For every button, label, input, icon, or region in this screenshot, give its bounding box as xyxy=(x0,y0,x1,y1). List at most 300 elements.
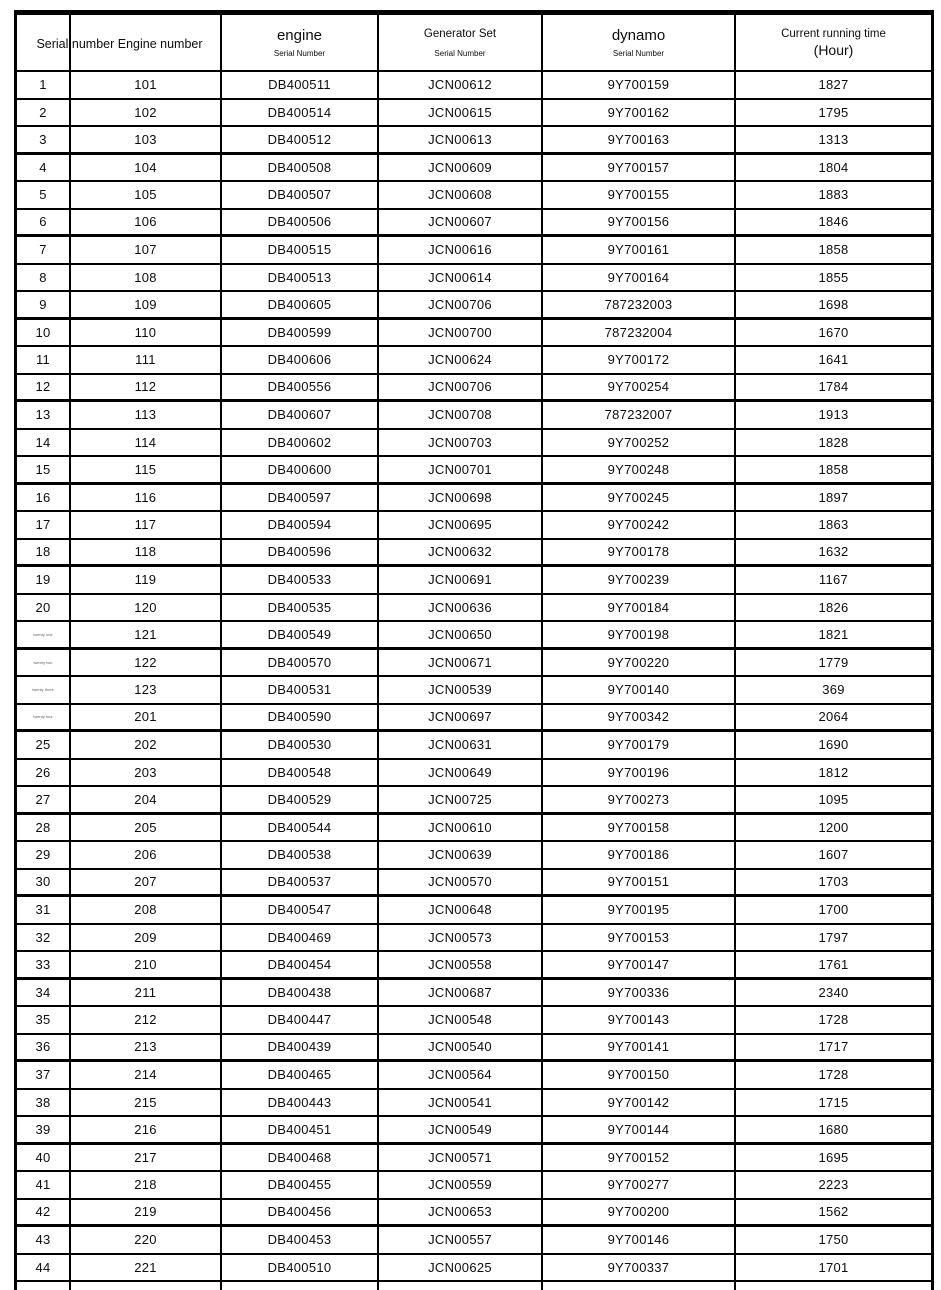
cell-engine-serial: DB400465 xyxy=(222,1062,379,1090)
table-row xyxy=(17,237,931,265)
cell-generator-set-serial: JCN00615 xyxy=(379,100,543,128)
header-running-time-unit: (Hour) xyxy=(813,41,854,58)
cell-dynamo-serial: 9Y700157 xyxy=(543,155,736,183)
cell-engine-serial: DB400438 xyxy=(222,980,379,1008)
cell-running-time: 1698 xyxy=(736,292,931,320)
cell-dynamo-serial: 9Y700172 xyxy=(543,347,736,375)
table-body xyxy=(17,72,931,1282)
table-row xyxy=(17,347,931,375)
cell-dynamo-serial: 9Y700220 xyxy=(543,650,736,678)
header-cell-engine-serial xyxy=(222,15,379,72)
cell-serial: 18 xyxy=(17,540,71,568)
table-row xyxy=(17,512,931,540)
cell-engine-number: 115 xyxy=(71,457,222,485)
cell-running-time: 1717 xyxy=(736,1035,931,1063)
cell-generator-set-serial: JCN00548 xyxy=(379,1007,543,1035)
cell-engine-serial: DB400451 xyxy=(222,1117,379,1145)
table-row xyxy=(17,567,931,595)
cell-engine-number: 201 xyxy=(71,705,222,733)
cell-running-time: 1821 xyxy=(736,622,931,650)
cell-serial: 38 xyxy=(17,1090,71,1118)
cell-engine-number: 205 xyxy=(71,815,222,843)
table-row xyxy=(17,1090,931,1118)
cell-engine-serial: DB400508 xyxy=(222,155,379,183)
cell-dynamo-serial: 9Y700252 xyxy=(543,430,736,458)
cell-engine-number: 105 xyxy=(71,182,222,210)
cell-generator-set-serial: JCN00639 xyxy=(379,842,543,870)
cell-serial: 2 xyxy=(17,100,71,128)
cell-generator-set-serial: JCN00557 xyxy=(379,1227,543,1255)
cell-engine-serial: DB400538 xyxy=(222,842,379,870)
cell-engine-serial: DB400468 xyxy=(222,1145,379,1173)
cell-generator-set-serial: JCN00695 xyxy=(379,512,543,540)
cell-dynamo-serial: 9Y700200 xyxy=(543,1200,736,1228)
cell-serial: 43 xyxy=(17,1227,71,1255)
cell-generator-set-serial: JCN00609 xyxy=(379,155,543,183)
table-row xyxy=(17,1227,931,1255)
cell-running-time: 1797 xyxy=(736,925,931,953)
cell-engine-number: 211 xyxy=(71,980,222,1008)
cell-running-time: 1700 xyxy=(736,897,931,925)
table-row xyxy=(17,72,931,100)
cell-engine-number: 112 xyxy=(71,375,222,403)
table-row xyxy=(17,1145,931,1173)
cell-engine-number: 204 xyxy=(71,787,222,815)
header-cell-generator-set-serial xyxy=(379,15,543,72)
cell-running-time: 1095 xyxy=(736,787,931,815)
cell-generator-set-serial: JCN00571 xyxy=(379,1145,543,1173)
cell-dynamo-serial: 9Y700140 xyxy=(543,677,736,705)
cell-dynamo-serial: 9Y700142 xyxy=(543,1090,736,1118)
cell-generator-set-serial: JCN00540 xyxy=(379,1035,543,1063)
cell-generator-set-serial: JCN00636 xyxy=(379,595,543,623)
table-row xyxy=(17,980,931,1008)
cell-dynamo-serial: 9Y700242 xyxy=(543,512,736,540)
cell-running-time: 1855 xyxy=(736,265,931,293)
table-row xyxy=(17,842,931,870)
cell-engine-number: 220 xyxy=(71,1227,222,1255)
table-row xyxy=(17,622,931,650)
cell-dynamo-serial: 9Y700245 xyxy=(543,485,736,513)
cell-generator-set-serial: JCN00691 xyxy=(379,567,543,595)
cell-serial: 17 xyxy=(17,512,71,540)
cell-generator-set-serial: JCN00631 xyxy=(379,732,543,760)
table-row-partial xyxy=(17,1282,931,1290)
cell-generator-set-serial: JCN00608 xyxy=(379,182,543,210)
cell-serial: 27 xyxy=(17,787,71,815)
cell-generator-set-serial: JCN00687 xyxy=(379,980,543,1008)
cell-engine-number: 212 xyxy=(71,1007,222,1035)
cell-serial: 20 xyxy=(17,595,71,623)
cell-engine-number: 107 xyxy=(71,237,222,265)
header-dynamo-subtitle: Serial Number xyxy=(612,49,665,58)
cell-running-time: 1761 xyxy=(736,952,931,980)
table-row xyxy=(17,1200,931,1228)
cell-engine-serial: DB400529 xyxy=(222,787,379,815)
cell-serial: twenty three xyxy=(17,677,71,705)
cell-generator-set-serial: JCN00701 xyxy=(379,457,543,485)
cell-engine-number: 118 xyxy=(71,540,222,568)
cell-engine-number: 207 xyxy=(71,870,222,898)
cell-engine-serial: DB400544 xyxy=(222,815,379,843)
cell-engine-serial: DB400439 xyxy=(222,1035,379,1063)
cell-engine-number: 114 xyxy=(71,430,222,458)
cell-engine-serial: DB400556 xyxy=(222,375,379,403)
cell-engine-number: 221 xyxy=(71,1255,222,1283)
cell-generator-set-serial: JCN00708 xyxy=(379,402,543,430)
cell-engine-serial: DB400594 xyxy=(222,512,379,540)
cell-engine-serial: DB400454 xyxy=(222,952,379,980)
cell-dynamo-serial: 9Y700146 xyxy=(543,1227,736,1255)
cell-engine-number: 210 xyxy=(71,952,222,980)
cell-running-time: 1670 xyxy=(736,320,931,348)
cell-engine-serial: DB400537 xyxy=(222,870,379,898)
cell-serial: twenty one xyxy=(17,622,71,650)
cell-running-time: 369 xyxy=(736,677,931,705)
cell-engine-number: 203 xyxy=(71,760,222,788)
cell-engine-number: 206 xyxy=(71,842,222,870)
cell-dynamo-serial: 9Y700164 xyxy=(543,265,736,293)
header-generator-set-title: Generator Set xyxy=(423,27,497,40)
cell-serial: 29 xyxy=(17,842,71,870)
cell-engine-serial: DB400596 xyxy=(222,540,379,568)
cell-engine-serial: DB400443 xyxy=(222,1090,379,1118)
table-row xyxy=(17,952,931,980)
cell-running-time: 1701 xyxy=(736,1255,931,1283)
cell-generator-set-serial: JCN00624 xyxy=(379,347,543,375)
cell-engine-number: 103 xyxy=(71,127,222,155)
cell-running-time: 1167 xyxy=(736,567,931,595)
cell-dynamo-serial: 9Y700342 xyxy=(543,705,736,733)
cell-running-time: 1641 xyxy=(736,347,931,375)
cell-generator-set-serial: JCN00700 xyxy=(379,320,543,348)
cell-dynamo-serial: 9Y700273 xyxy=(543,787,736,815)
cell-generator-set-serial: JCN00564 xyxy=(379,1062,543,1090)
cell-engine-serial: DB400515 xyxy=(222,237,379,265)
cell-generator-set-serial: JCN00558 xyxy=(379,952,543,980)
cell-generator-set-serial: JCN00671 xyxy=(379,650,543,678)
cell-dynamo-serial: 9Y700198 xyxy=(543,622,736,650)
cell-engine-number: 117 xyxy=(71,512,222,540)
cell-serial: 26 xyxy=(17,760,71,788)
header-engine-subtitle: Serial Number xyxy=(273,49,326,58)
cell-engine-number: 218 xyxy=(71,1172,222,1200)
cell-generator-set-serial: JCN00559 xyxy=(379,1172,543,1200)
cell-serial: 39 xyxy=(17,1117,71,1145)
cell-engine-serial: DB400453 xyxy=(222,1227,379,1255)
cell-dynamo-serial: 9Y700159 xyxy=(543,72,736,100)
cell-running-time: 1827 xyxy=(736,72,931,100)
cell-engine-number: 202 xyxy=(71,732,222,760)
cell-running-time: 1784 xyxy=(736,375,931,403)
cell-running-time: 2340 xyxy=(736,980,931,1008)
cell-engine-number: 219 xyxy=(71,1200,222,1228)
cell-engine-serial: DB400599 xyxy=(222,320,379,348)
equipment-serial-table xyxy=(14,10,934,1290)
cell-engine-number: 213 xyxy=(71,1035,222,1063)
cell-engine-number: 110 xyxy=(71,320,222,348)
cell-engine-serial: DB400456 xyxy=(222,1200,379,1228)
cell-running-time: 1795 xyxy=(736,100,931,128)
cell-running-time: 1607 xyxy=(736,842,931,870)
table-row xyxy=(17,732,931,760)
table-row xyxy=(17,677,931,705)
cell-engine-serial: DB400506 xyxy=(222,210,379,238)
cell-engine-serial: DB400533 xyxy=(222,567,379,595)
header-dynamo-title: dynamo xyxy=(611,27,666,44)
cell-engine-serial: DB400606 xyxy=(222,347,379,375)
cell-generator-set-serial: JCN00610 xyxy=(379,815,543,843)
cell-engine-serial: DB400597 xyxy=(222,485,379,513)
cell-serial: 44 xyxy=(17,1255,71,1283)
cell-dynamo-serial: 9Y700155 xyxy=(543,182,736,210)
cell-engine-number: 123 xyxy=(71,677,222,705)
table-row xyxy=(17,265,931,293)
cell-dynamo-serial: 9Y700195 xyxy=(543,897,736,925)
cell-engine-serial: DB400590 xyxy=(222,705,379,733)
table-row xyxy=(17,155,931,183)
cell-engine-number: 217 xyxy=(71,1145,222,1173)
cell-engine-serial: DB400570 xyxy=(222,650,379,678)
header-cell-dynamo-serial xyxy=(543,15,736,72)
cell-generator-set-serial: JCN00616 xyxy=(379,237,543,265)
cell-serial: 11 xyxy=(17,347,71,375)
cell-engine-number: 104 xyxy=(71,155,222,183)
cell-engine-serial: DB400605 xyxy=(222,292,379,320)
header-generator-set-subtitle: Serial Number xyxy=(434,48,486,58)
cell-engine-number: 116 xyxy=(71,485,222,513)
table-row xyxy=(17,705,931,733)
cell-engine-number: 122 xyxy=(71,650,222,678)
cell-engine-serial: DB400514 xyxy=(222,100,379,128)
cell-dynamo-serial: 9Y700254 xyxy=(543,375,736,403)
cell-generator-set-serial: JCN00706 xyxy=(379,375,543,403)
cell-serial: 5 xyxy=(17,182,71,210)
table-row xyxy=(17,787,931,815)
cell-serial: 1 xyxy=(17,72,71,100)
cell-running-time: 1690 xyxy=(736,732,931,760)
cell-engine-number: 120 xyxy=(71,595,222,623)
cell-serial: 25 xyxy=(17,732,71,760)
cell-generator-set-serial: JCN00649 xyxy=(379,760,543,788)
cell-engine-serial: DB400455 xyxy=(222,1172,379,1200)
cell-generator-set-serial: JCN00632 xyxy=(379,540,543,568)
cell-dynamo-serial: 9Y700141 xyxy=(543,1035,736,1063)
cell-engine-serial: DB400447 xyxy=(222,1007,379,1035)
cell-generator-set-serial: JCN00703 xyxy=(379,430,543,458)
cell-engine-serial: DB400530 xyxy=(222,732,379,760)
cell-dynamo-serial xyxy=(543,1282,736,1290)
cell-serial: 15 xyxy=(17,457,71,485)
table-row xyxy=(17,402,931,430)
cell-running-time: 1695 xyxy=(736,1145,931,1173)
table-row xyxy=(17,182,931,210)
cell-running-time: 1858 xyxy=(736,237,931,265)
cell-engine-serial: DB400600 xyxy=(222,457,379,485)
cell-engine-serial: DB400512 xyxy=(222,127,379,155)
table-row xyxy=(17,1172,931,1200)
cell-generator-set-serial: JCN00706 xyxy=(379,292,543,320)
cell-generator-set-serial: JCN00607 xyxy=(379,210,543,238)
cell-engine-number: 113 xyxy=(71,402,222,430)
cell-serial: 6 xyxy=(17,210,71,238)
cell-engine-number: 106 xyxy=(71,210,222,238)
cell-running-time: 1846 xyxy=(736,210,931,238)
cell-running-time xyxy=(736,1282,931,1290)
cell-serial: 34 xyxy=(17,980,71,1008)
cell-running-time: 1562 xyxy=(736,1200,931,1228)
cell-engine-serial: DB400548 xyxy=(222,760,379,788)
header-running-time-title: Current running time xyxy=(781,27,886,40)
cell-running-time: 1680 xyxy=(736,1117,931,1145)
table-row xyxy=(17,375,931,403)
cell-serial: 4 xyxy=(17,155,71,183)
table-row xyxy=(17,210,931,238)
cell-serial: 28 xyxy=(17,815,71,843)
table-header-row xyxy=(17,15,931,72)
cell-engine-serial xyxy=(222,1282,379,1290)
cell-serial xyxy=(17,1282,71,1290)
cell-engine-serial: DB400511 xyxy=(222,72,379,100)
cell-engine-serial: DB400469 xyxy=(222,925,379,953)
cell-serial: 8 xyxy=(17,265,71,293)
table-row xyxy=(17,925,931,953)
cell-dynamo-serial: 9Y700162 xyxy=(543,100,736,128)
cell-dynamo-serial: 787232007 xyxy=(543,402,736,430)
cell-serial: twenty two xyxy=(17,650,71,678)
cell-running-time: 1200 xyxy=(736,815,931,843)
cell-serial: 3 xyxy=(17,127,71,155)
table-row xyxy=(17,760,931,788)
cell-dynamo-serial: 9Y700179 xyxy=(543,732,736,760)
cell-engine-number: 208 xyxy=(71,897,222,925)
cell-generator-set-serial: JCN00612 xyxy=(379,72,543,100)
cell-serial: 12 xyxy=(17,375,71,403)
table-row xyxy=(17,1255,931,1283)
cell-dynamo-serial: 9Y700147 xyxy=(543,952,736,980)
cell-serial: 7 xyxy=(17,237,71,265)
table-row xyxy=(17,1062,931,1090)
header-cell-running-time xyxy=(736,15,931,72)
header-engine-title: engine xyxy=(276,27,323,44)
cell-serial: 40 xyxy=(17,1145,71,1173)
cell-engine-number: 111 xyxy=(71,347,222,375)
cell-dynamo-serial: 9Y700151 xyxy=(543,870,736,898)
cell-generator-set-serial: JCN00650 xyxy=(379,622,543,650)
cell-generator-set-serial: JCN00549 xyxy=(379,1117,543,1145)
cell-dynamo-serial: 787232003 xyxy=(543,292,736,320)
cell-dynamo-serial: 9Y700161 xyxy=(543,237,736,265)
cell-dynamo-serial: 9Y700143 xyxy=(543,1007,736,1035)
cell-serial: 30 xyxy=(17,870,71,898)
cell-engine-serial: DB400607 xyxy=(222,402,379,430)
cell-running-time: 1728 xyxy=(736,1062,931,1090)
cell-running-time: 1883 xyxy=(736,182,931,210)
cell-engine-serial: DB400535 xyxy=(222,595,379,623)
table-row xyxy=(17,540,931,568)
table-row xyxy=(17,1117,931,1145)
cell-running-time: 1863 xyxy=(736,512,931,540)
cell-serial: 35 xyxy=(17,1007,71,1035)
cell-engine-serial: DB400549 xyxy=(222,622,379,650)
cell-running-time: 1632 xyxy=(736,540,931,568)
cell-generator-set-serial: JCN00725 xyxy=(379,787,543,815)
cell-dynamo-serial: 9Y700144 xyxy=(543,1117,736,1145)
cell-engine-number: 121 xyxy=(71,622,222,650)
table-row xyxy=(17,1035,931,1063)
cell-dynamo-serial: 9Y700152 xyxy=(543,1145,736,1173)
table-row xyxy=(17,100,931,128)
cell-engine-serial: DB400513 xyxy=(222,265,379,293)
cell-dynamo-serial: 9Y700178 xyxy=(543,540,736,568)
cell-engine-number: 214 xyxy=(71,1062,222,1090)
cell-serial: 13 xyxy=(17,402,71,430)
table-row xyxy=(17,320,931,348)
table-row xyxy=(17,292,931,320)
cell-engine-serial: DB400602 xyxy=(222,430,379,458)
cell-dynamo-serial: 9Y700156 xyxy=(543,210,736,238)
cell-serial: 31 xyxy=(17,897,71,925)
cell-generator-set-serial: JCN00613 xyxy=(379,127,543,155)
header-cell-serial-number xyxy=(17,15,71,72)
cell-serial: twenty four xyxy=(17,705,71,733)
table-row xyxy=(17,485,931,513)
cell-dynamo-serial: 9Y700153 xyxy=(543,925,736,953)
cell-running-time: 2223 xyxy=(736,1172,931,1200)
table-row xyxy=(17,595,931,623)
cell-running-time: 1812 xyxy=(736,760,931,788)
cell-dynamo-serial: 9Y700336 xyxy=(543,980,736,1008)
cell-running-time: 1750 xyxy=(736,1227,931,1255)
cell-dynamo-serial: 9Y700186 xyxy=(543,842,736,870)
cell-running-time: 1828 xyxy=(736,430,931,458)
cell-serial: 33 xyxy=(17,952,71,980)
cell-serial: 10 xyxy=(17,320,71,348)
cell-serial: 37 xyxy=(17,1062,71,1090)
cell-running-time: 1897 xyxy=(736,485,931,513)
cell-generator-set-serial: JCN00539 xyxy=(379,677,543,705)
cell-running-time: 1779 xyxy=(736,650,931,678)
cell-engine-number: 119 xyxy=(71,567,222,595)
table-row xyxy=(17,457,931,485)
cell-generator-set-serial: JCN00625 xyxy=(379,1255,543,1283)
cell-dynamo-serial: 9Y700150 xyxy=(543,1062,736,1090)
cell-running-time: 1913 xyxy=(736,402,931,430)
table-row xyxy=(17,127,931,155)
cell-engine-number: 108 xyxy=(71,265,222,293)
table-row xyxy=(17,815,931,843)
table-row xyxy=(17,870,931,898)
table-row xyxy=(17,897,931,925)
cell-engine-number: 101 xyxy=(71,72,222,100)
cell-serial: 16 xyxy=(17,485,71,513)
table-row xyxy=(17,430,931,458)
cell-running-time: 2064 xyxy=(736,705,931,733)
cell-running-time: 1313 xyxy=(736,127,931,155)
cell-running-time: 1715 xyxy=(736,1090,931,1118)
cell-running-time: 1804 xyxy=(736,155,931,183)
cell-generator-set-serial: JCN00541 xyxy=(379,1090,543,1118)
cell-generator-set-serial: JCN00697 xyxy=(379,705,543,733)
cell-generator-set-serial xyxy=(379,1282,543,1290)
cell-serial: 42 xyxy=(17,1200,71,1228)
cell-dynamo-serial: 787232004 xyxy=(543,320,736,348)
cell-engine-number: 215 xyxy=(71,1090,222,1118)
cell-serial: 19 xyxy=(17,567,71,595)
cell-generator-set-serial: JCN00570 xyxy=(379,870,543,898)
cell-running-time: 1858 xyxy=(736,457,931,485)
cell-dynamo-serial: 9Y700158 xyxy=(543,815,736,843)
